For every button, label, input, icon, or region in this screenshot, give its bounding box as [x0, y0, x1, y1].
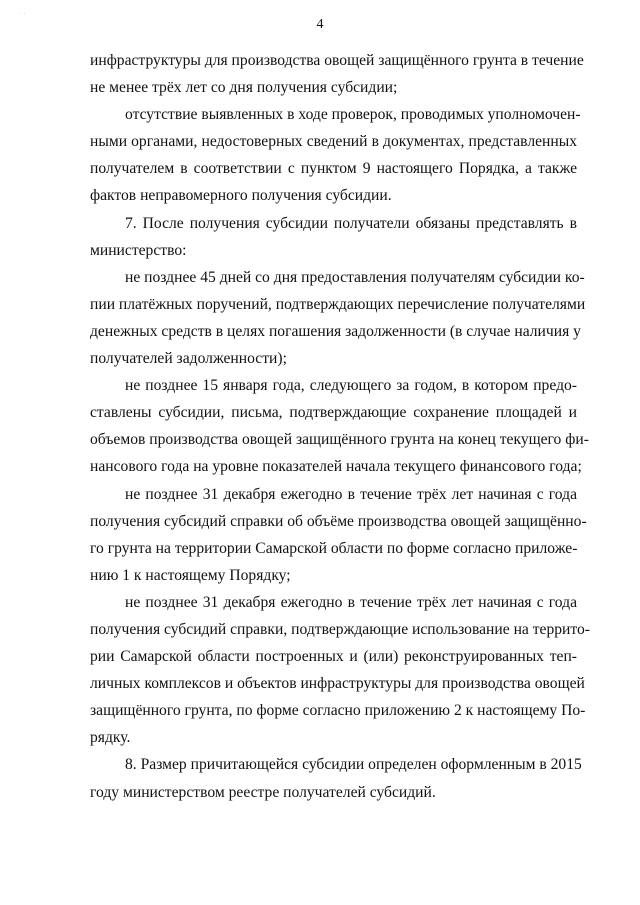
- text-line: министерство:: [90, 241, 187, 259]
- text-line: получения субсидий справки об объёме производства овощей защищённо-: [90, 512, 587, 530]
- text-line: не позднее 31 декабря ежегодно в течение трёх лет начиная с года: [125, 485, 577, 503]
- text-line: году министерством реестре получателей субсидий.: [90, 783, 436, 801]
- text-line: получателем в соответствии с пунктом 9 настоящего Порядка, а также: [90, 160, 577, 178]
- text-line: не позднее 31 декабря ежегодно в течение трёх лет начиная с года: [125, 593, 577, 611]
- text-line: личных комплексов и объектов инфраструктуры для производства овощей: [90, 675, 585, 693]
- text-line: нансового года на уровне показателей начала текущего финансового года;: [90, 458, 582, 476]
- text-line: не позднее 45 дней со дня предоставления получателям субсидии ко-: [125, 268, 585, 286]
- text-line: 8. Размер причитающейся субсидии определен оформленным в 2015: [125, 756, 582, 774]
- text-line: инфраструктуры для производства овощей защищённого грунта в течение: [90, 52, 584, 69]
- margin-mark: . .: [20, 8, 26, 16]
- text-line: получателей задолженности);: [90, 350, 287, 368]
- text-line: ставлены субсидии, письма, подтверждающие сохранение площадей и: [90, 404, 577, 422]
- page-number: 4: [316, 17, 324, 32]
- text-line: не менее трёх лет со дня получения субсидии;: [90, 79, 398, 97]
- document-body: [90, 47, 591, 806]
- text-line: пии платёжных поручений, подтверждающих перечисление получателями: [90, 295, 586, 313]
- text-line: получения субсидий справки, подтверждающие использование на террито-: [90, 620, 591, 638]
- text-line: денежных средств в целях погашения задолженности (в случае наличия у: [90, 322, 581, 340]
- text-line: объемов производства овощей защищённого грунта на конец текущего фи-: [90, 431, 589, 449]
- text-line: рядку.: [90, 729, 131, 747]
- text-line: не позднее 15 января года, следующего за годом, в котором предо-: [125, 377, 577, 395]
- text-line: нию 1 к настоящему Порядку;: [90, 566, 291, 584]
- text-line: фактов неправомерного получения субсидии.: [90, 187, 392, 205]
- text-line: го грунта на территории Самарской области по форме согласно приложе-: [90, 539, 578, 557]
- text-line: ными органами, недостоверных сведений в документах, представленных: [90, 133, 577, 151]
- text-line: 7. После получения субсидии получатели обязаны представлять в: [125, 214, 577, 232]
- text-line: рии Самарской области построенных и (или) реконструированных теп-: [90, 648, 577, 666]
- text-line: отсутствие выявленных в ходе проверок, проводимых уполномочен-: [125, 106, 581, 124]
- text-line: защищённого грунта, по форме согласно приложению 2 к настоящему По-: [90, 702, 586, 720]
